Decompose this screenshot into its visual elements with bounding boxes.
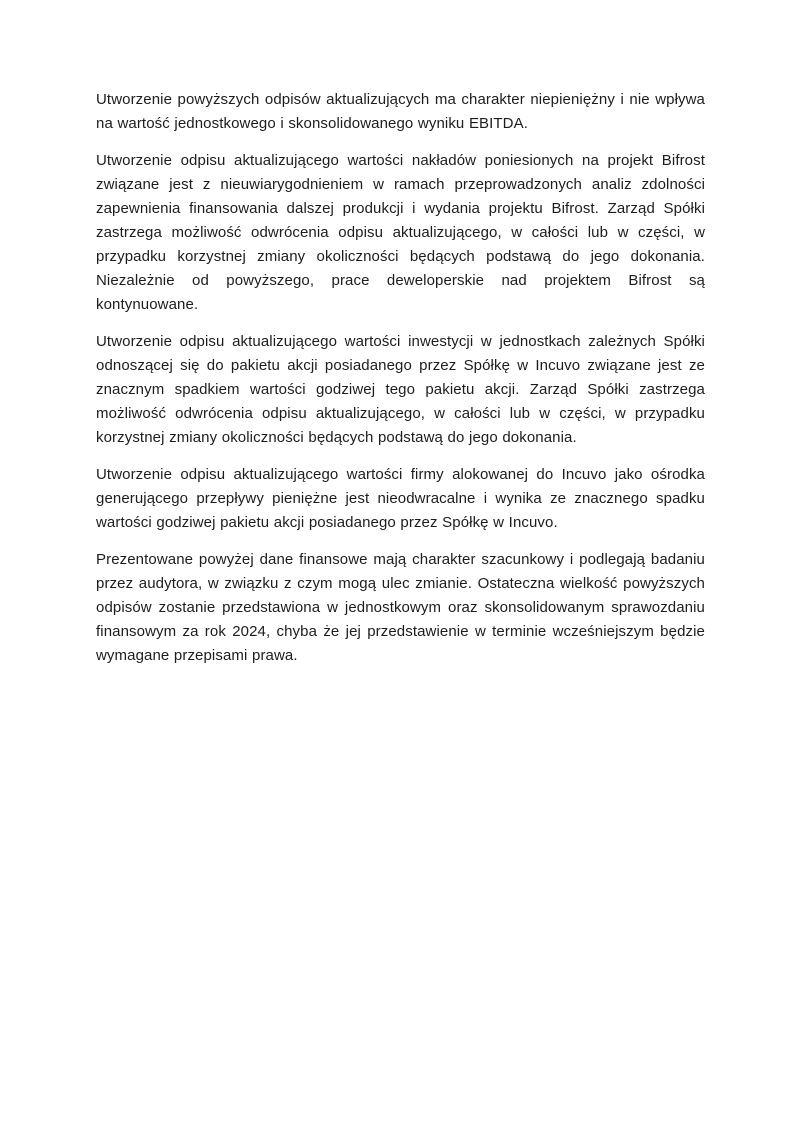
paragraph-incuvo-investment-writedown: Utworzenie odpisu aktualizującego wartości inwestycji w jednostkach zależnych Spółki odnoszącej się do pakietu akcji posiadanego przez Spółkę w Incuvo związane jest ze znacznym spadkiem wartości godziwej tego pakietu akcji. Zarząd Spółki zastrzega możliwość odwrócenia odpisu aktualizującego, w całości lub w części, w przypadku korzystnej zmiany okoliczności będących podstawą do jego dokonania.	[96, 333, 705, 446]
paragraph-bifrost-writedown: Utworzenie odpisu aktualizującego wartości nakładów poniesionych na projekt Bifrost związane jest z nieuwiarygodnieniem w ramach przeprowadzonych analiz zdolności zapewnienia finansowania dalszej produkcji i wydania projektu Bifrost. Zarząd Spółki zastrzega możliwość odwrócenia odpisu aktualizującego, w całości lub w części, w przypadku korzystnej zmiany okoliczności będących podstawą do jego dokonania. Niezależnie od powyższego, prace deweloperskie nad projektem Bifrost są kontynuowane.	[96, 152, 705, 313]
paragraph-incuvo-goodwill-writedown: Utworzenie odpisu aktualizującego wartości firmy alokowanej do Incuvo jako ośrodka generującego przepływy pieniężne jest nieodwracalne i wynika ze znacznego spadku wartości godziwej pakietu akcji posiadanego przez Spółkę w Incuvo.	[96, 466, 705, 531]
paragraph-audit-disclaimer: Prezentowane powyżej dane finansowe mają charakter szacunkowy i podlegają badaniu przez audytora, w związku z czym mogą ulec zmianie. Ostateczna wielkość powyższych odpisów zostanie przedstawiona w jednostkowym oraz skonsolidowanym sprawozdaniu finansowym za rok 2024, chyba że jej przedstawienie w terminie wcześniejszym będzie wymagane przepisami prawa.	[96, 551, 705, 664]
paragraph-ebitda-impact: Utworzenie powyższych odpisów aktualizujących ma charakter niepieniężny i nie wpływa na wartość jednostkowego i skonsolidowanego wyniku EBITDA.	[96, 91, 705, 132]
document-text-block	[96, 88, 705, 668]
